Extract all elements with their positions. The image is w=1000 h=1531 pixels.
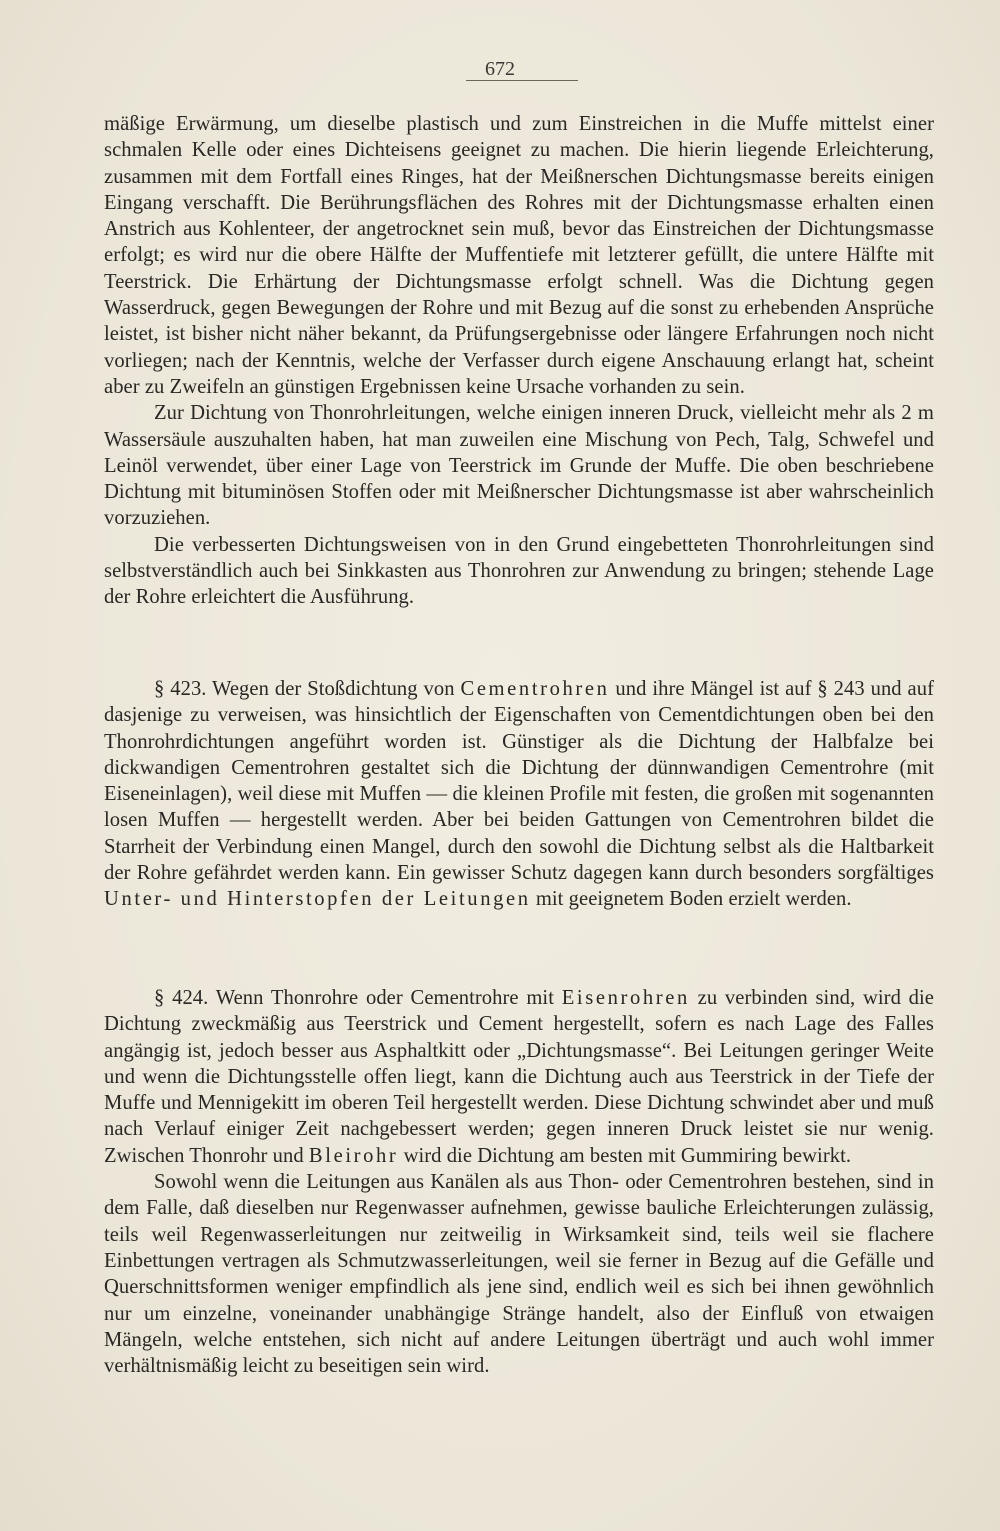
paragraph-section-423: [104, 676, 934, 913]
paragraph-thonrohr-dichtung: Zur Dichtung von Thonrohrleitungen, welche einigen inneren Druck, vielleicht mehr als 2 m Wassersäule auszuhalten haben, hat man zuweilen eine Mischung von Pech, Talg, Schwefel und Leinöl verwendet, über einer Lage von Teerstrick im Grunde der Muffe. Die oben beschriebene Dichtung mit bituminösen Stoffen oder mit Meißnerscher Dichtungsmasse ist aber wahrscheinlich vorzuziehen.: [104, 402, 934, 530]
section-423-text-a: Wegen der Stoßdichtung von: [212, 678, 455, 700]
paragraph-continued: mäßige Erwärmung, um dieselbe plastisch und zum Einstreichen in die Muffe mittelst einer schmalen Kelle oder eines Dichteisens geeignet zu machen. Die hierin liegende Erleichterung, zusammen mit dem Fortfall eines Ringes, hat der Meißnerschen Dichtungsmasse bereits einigen Eingang verschafft. Die Berührungsflächen des Rohres mit der Dichtungsmasse erhalten einen Anstrich aus Kohlenteer, der angetrocknet sein muß, bevor das Einstreichen der Dichtungsmasse erfolgt; es wird nur die obere Hälfte der Muffentiefe mit letzterer gefüllt, die untere Hälfte mit Teerstrick. Die Erhärtung der Dichtungsmasse erfolgt schnell. Was die Dichtung gegen Wasserdruck, gegen Bewegungen der Rohre und mit Bezug auf die sonst zu erhebenden Ansprüche leistet, ist bisher nicht näher bekannt, da Prüfungsergebnisse oder längere Erfahrungen noch nicht vorliegen; nach der Kenntnis, welche der Verfasser durch eigene Anschauung erlangt hat, scheint aber zu Zweifeln an günstigen Ergebnissen keine Ursache vorhanden zu sein.: [104, 113, 934, 398]
paragraph-regenwasser: Sowohl wenn die Leitungen aus Kanälen als aus Thon- oder Cementrohren bestehen, sind in dem Falle, daß dieselben nur Regenwasser aufnehmen, gewisse bauliche Erleichterungen zulässig, teils weil Regenwasserleitungen nur zeitweilig in Wirksamkeit sind, teils weil sie flachere Einbettungen vertragen als Schmutzwasserleitungen, weil sie ferner in Bezug auf die Gefälle und Querschnittsformen weniger empfindlich als jene sind, endlich weil es sich bei ihnen gewöhnlich nur um einzelne, voneinander unabhängige Stränge handelt, also der Einfluß von etwaigen Mängeln, welche entstehen, sich nicht auf andere Leitungen überträgt und auch wohl immer verhältnismäßig leicht zu beseitigen sein wird.: [104, 1171, 934, 1378]
section-424-spaced-term-2: Bleirohr: [308, 1144, 399, 1167]
header-rule: [466, 80, 578, 81]
section-424: [104, 985, 934, 1379]
section-423-spaced-phrase: Unter- und Hinterstopfen der Leitungen: [104, 888, 531, 911]
section-423-text-c: mit geeignetem Boden erzielt werden.: [535, 888, 852, 911]
paragraph-sinkkasten: Die verbesserten Dichtungsweisen von in den Grund eingebetteten Thonrohrleitungen sind selbstverständlich auch bei Sinkkasten aus Thonrohren zur Anwendung zu bringen; stehende Lage der Rohre erleichtert die Ausführung.: [104, 533, 934, 609]
page-number: 672: [485, 58, 515, 80]
section-mark-423: § 423.: [154, 678, 207, 700]
section-423-spaced-term: Cementrohren: [460, 678, 610, 700]
section-424-text-a: Wenn Thonrohre oder Cementrohre mit: [215, 987, 554, 1009]
section-424-spaced-term: Eisenrohren: [561, 987, 690, 1009]
paragraph-section-424: [104, 985, 934, 1169]
section-mark-424: § 424.: [154, 987, 209, 1009]
section-423-text-b: und ihre Mängel ist auf § 243 und auf dasjenige zu verweisen, was hinsichtlich der Eigenschaften von Cementdichtungen oben bei den Thonrohrdichtungen angeführt worden ist. Günstiger als die Dichtung der Halbfalze bei dickwandigen Cementrohren gestaltet sich die Dichtung der dünnwandigen Cementrohre (mit Eiseneinlagen), weil diese mit Muffen — die kleinen Profile mit festen, die großen mit sogenannten losen Muffen — hergestellt werden. Aber bei beiden Gattungen von Cementrohren bildet die Starrheit der Verbindung einen Mangel, durch den sowohl die Dichtung selbst als die Haltbarkeit der Rohre gefährdet werden kann. Ein gewisser Schutz dagegen kann durch besonders sorgfältiges: [104, 678, 935, 885]
section-424-text-b: zu verbinden sind, wird die Dichtung zweckmäßig aus Teerstrick und Cement hergestellt, sofern es nach Lage des Falles angängig ist, jedoch besser aus Asphaltkitt oder „Dichtungsmasse“. Bei Leitungen geringer Weite und wenn die Dichtungsstelle offen liegt, kann die Dichtung auch aus Teerstrick in der Tiefe der Muffe und Mennigekitt im oberen Teil hergestellt werden. Diese Dichtung schwindet aber und muß nach Verlauf einiger Zeit nachgebessert werden; gegen inneren Druck leistet sie nur wenig. Zwischen Thonrohr und: [104, 987, 934, 1167]
section-424-text-c: wird die Dichtung am besten mit Gummiring bewirkt.: [403, 1144, 852, 1167]
continued-text-section: [104, 111, 934, 611]
section-423: [104, 676, 934, 913]
